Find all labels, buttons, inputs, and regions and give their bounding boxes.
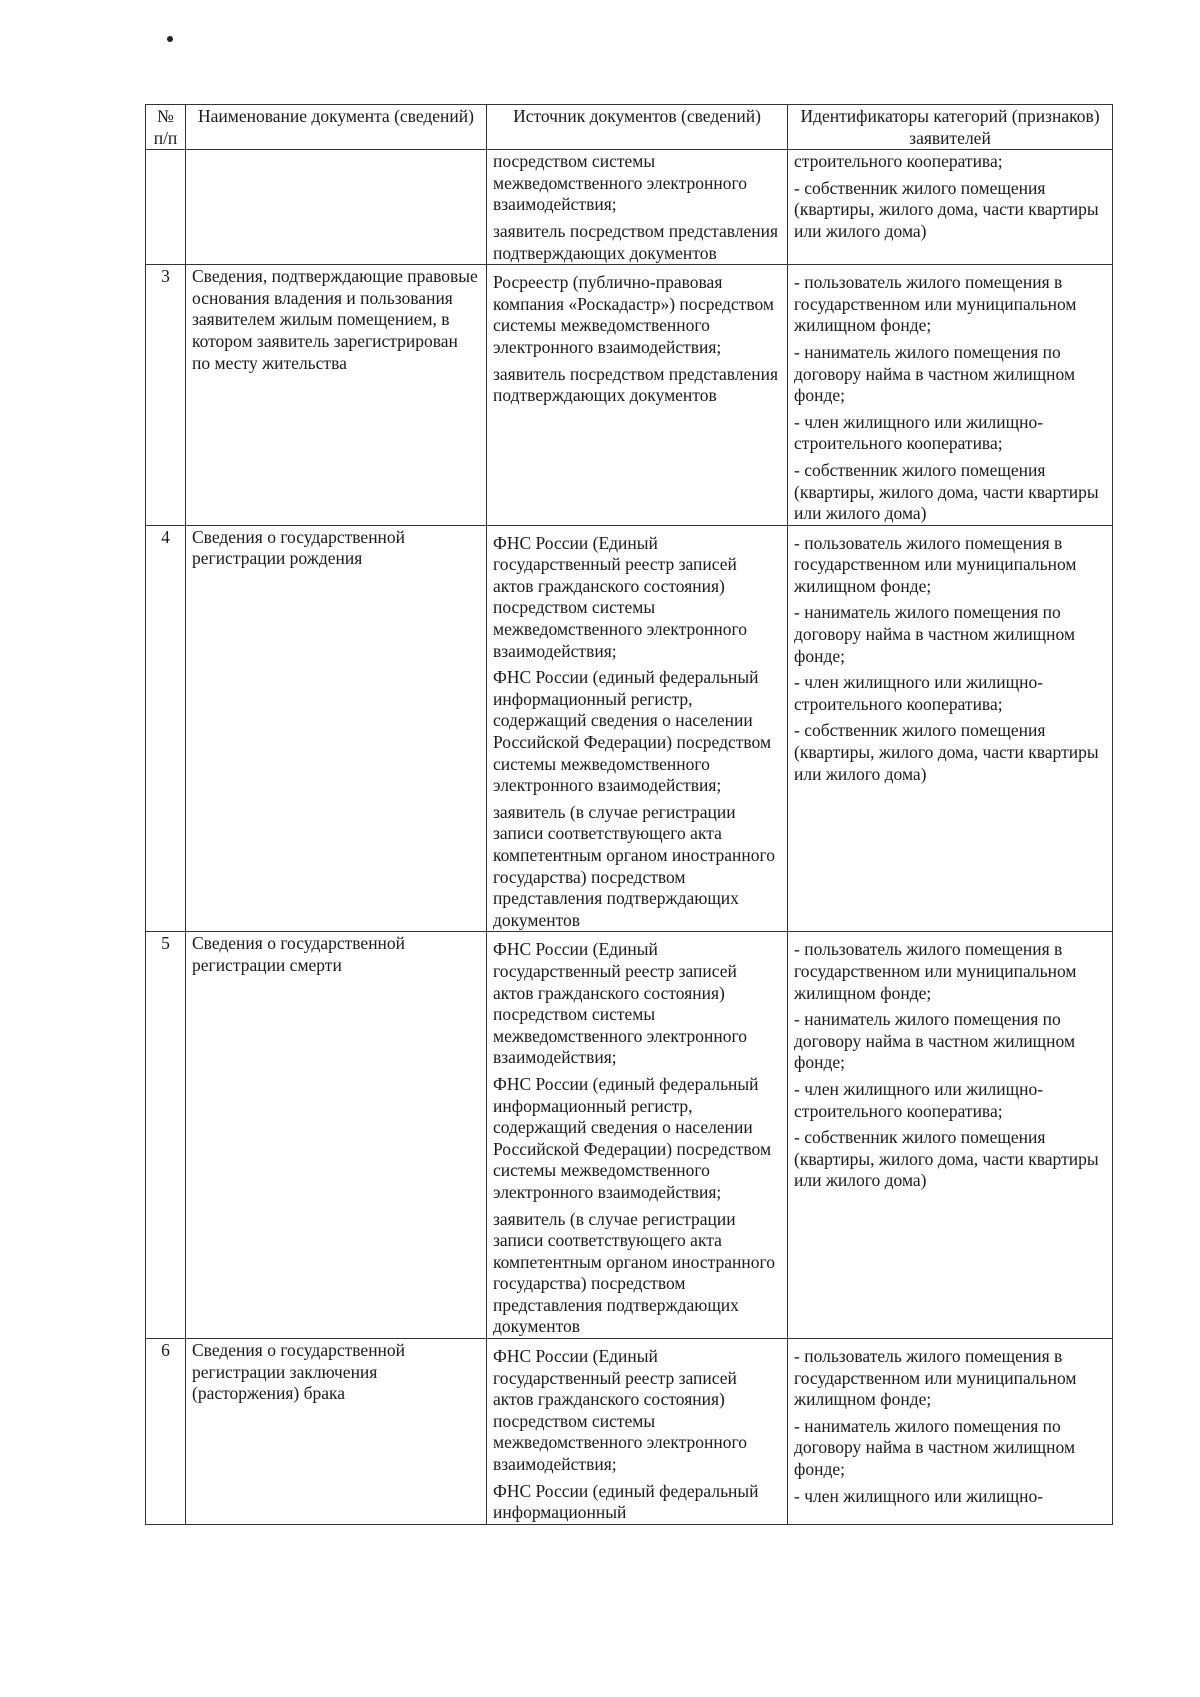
identifier-item: - наниматель жилого помещения по договору найма в частном жилищном фонде; — [794, 602, 1076, 666]
identifier-item: - собственник жилого помещения (квартиры, жилого дома, части квартиры или жилого дома) — [794, 1127, 1099, 1191]
source-paragraph: заявитель посредством представления подтверждающих документов — [493, 363, 779, 406]
row-number — [146, 150, 186, 265]
row-identifiers — [788, 265, 1113, 526]
row-identifiers — [788, 150, 1113, 265]
source-paragraph: заявитель (в случае регистрации записи соответствующего акта компетентным органом иностранного государства) посредством представления подтверждающих документов — [493, 1208, 775, 1337]
row-source — [487, 150, 788, 265]
identifier-item: - пользователь жилого помещения в государственном или муниципальном жилищном фонде; — [794, 272, 1077, 336]
identifier-item: строительного кооператива; — [794, 151, 1003, 172]
row-source — [487, 525, 788, 932]
identifier-item: - пользователь жилого помещения в государственном или муниципальном жилищном фонде; — [794, 939, 1077, 1003]
table-row — [146, 525, 1113, 932]
source-paragraph: заявитель посредством представления подтверждающих документов — [493, 220, 779, 263]
row-source — [487, 1339, 788, 1525]
identifier-item: - член жилищного или жилищно-строительного кооператива; — [794, 1078, 1044, 1121]
table-row — [146, 1339, 1113, 1525]
row-source — [487, 265, 788, 526]
source-paragraph: ФНС России (единый федеральный информационный регистр, содержащий сведения о населении Российской Федерации) посредством системы межведомственного электронного взаимодействия; — [493, 667, 772, 796]
identifier-item: - собственник жилого помещения (квартиры, жилого дома, части квартиры или жилого дома) — [794, 459, 1099, 524]
table-row — [146, 150, 1113, 265]
row-document-name: Сведения о государственной регистрации рождения — [186, 525, 487, 932]
source-paragraph: ФНС России (Единый государственный реестр записей актов гражданского состояния) посредством системы межведомственного электронного взаимодействия; — [493, 939, 748, 1068]
source-paragraph: посредством системы межведомственного электронного взаимодействия; — [493, 151, 748, 215]
source-paragraph: ФНС России (Единый государственный реестр записей актов гражданского состояния) посредством системы межведомственного электронного взаимодействия; — [493, 532, 748, 661]
row-identifiers — [788, 525, 1113, 932]
source-paragraph: ФНС России (единый федеральный информационный — [493, 1480, 759, 1523]
identifier-item: - наниматель жилого помещения по договору найма в частном жилищном фонде; — [794, 341, 1076, 406]
row-identifiers — [788, 1339, 1113, 1525]
page-dot-mark — [167, 36, 173, 42]
identifier-item: - член жилищного или жилищно-строительного кооператива; — [794, 411, 1044, 454]
identifier-item: - пользователь жилого помещения в государственном или муниципальном жилищном фонде; — [794, 1346, 1077, 1410]
row-number: 5 — [146, 932, 186, 1339]
identifier-item: - член жилищного или жилищно-строительного кооператива; — [794, 672, 1044, 714]
header-identifiers: Идентификаторы категорий (признаков) заявителей — [788, 105, 1113, 150]
row-document-name: Сведения о государственной регистрации смерти — [186, 932, 487, 1339]
source-paragraph: Росреестр (публично-правовая компания «Роскадастр») посредством системы межведомственного электронного взаимодействия; — [493, 272, 774, 357]
identifier-item: - член жилищного или жилищно- — [794, 1485, 1044, 1506]
identifier-item: - собственник жилого помещения (квартиры, жилого дома, части квартиры или жилого дома) — [794, 720, 1099, 784]
row-document-name: Сведения о государственной регистрации заключения (расторжения) брака — [186, 1339, 487, 1525]
identifier-item: - наниматель жилого помещения по договору найма в частном жилищном фонде; — [794, 1415, 1076, 1480]
table-header-row — [146, 105, 1113, 150]
row-document-name: Сведения, подтверждающие правовые основания владения и пользования заявителем жилым помещением, в котором заявитель зарегистрирован по месту жительства — [186, 265, 487, 526]
header-document-name: Наименование документа (сведений) — [186, 105, 487, 150]
row-number: 6 — [146, 1339, 186, 1525]
header-source: Источник документов (сведений) — [487, 105, 788, 150]
source-paragraph: ФНС России (единый федеральный информационный регистр, содержащий сведения о населении Российской Федерации) посредством системы межведомственного электронного взаимодействия; — [493, 1073, 772, 1202]
identifier-item: - собственник жилого помещения (квартиры, жилого дома, части квартиры или жилого дома) — [794, 177, 1099, 241]
table-row — [146, 932, 1113, 1339]
documents-table — [145, 104, 1113, 1525]
row-document-name — [186, 150, 487, 265]
row-identifiers — [788, 932, 1113, 1339]
header-number: № п/п — [146, 105, 186, 150]
row-source — [487, 932, 788, 1339]
row-number: 4 — [146, 525, 186, 932]
identifier-item: - пользователь жилого помещения в государственном или муниципальном жилищном фонде; — [794, 532, 1077, 596]
identifier-item: - наниматель жилого помещения по договору найма в частном жилищном фонде; — [794, 1009, 1076, 1073]
row-number: 3 — [146, 265, 186, 526]
source-paragraph: ФНС России (Единый государственный реестр записей актов гражданского состояния) посредством системы межведомственного электронного взаимодействия; — [493, 1346, 748, 1475]
source-paragraph: заявитель (в случае регистрации записи соответствующего акта компетентным органом иностранного государства) посредством представления подтверждающих документов — [493, 801, 775, 930]
table-row — [146, 265, 1113, 526]
